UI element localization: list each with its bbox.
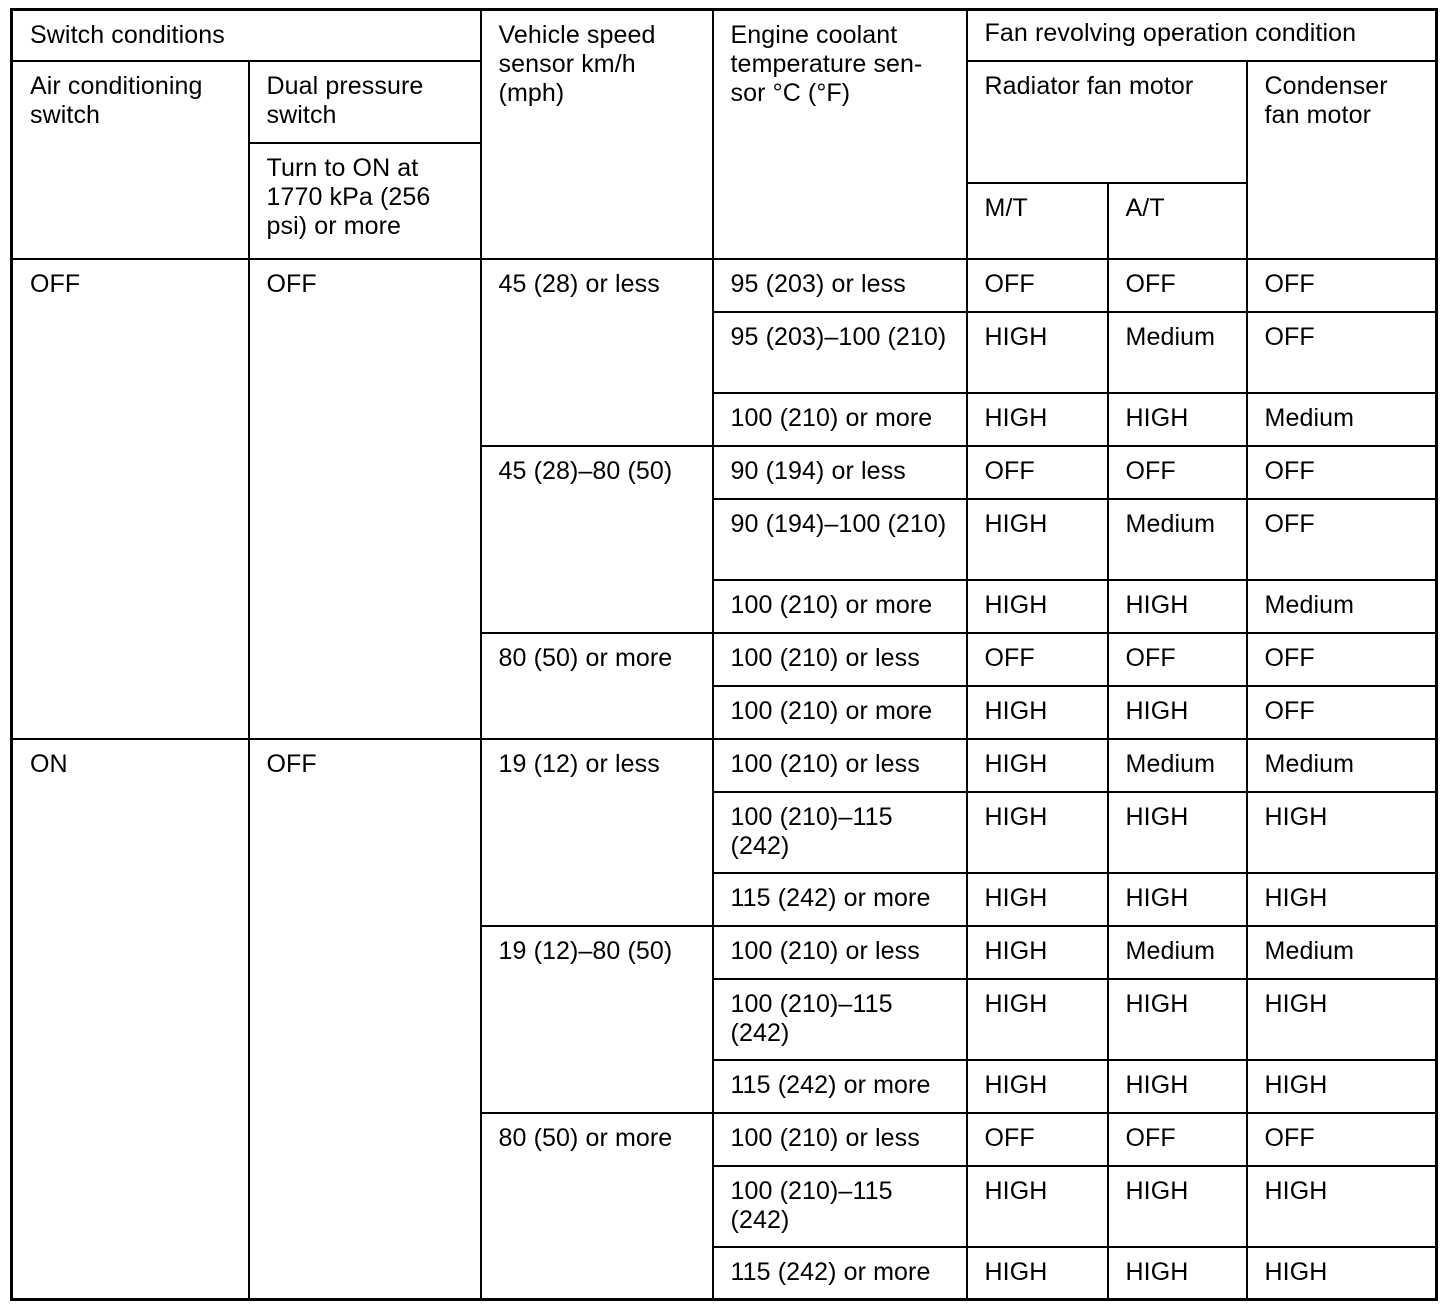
radiator-mt-cell: HIGH [967, 1060, 1108, 1113]
radiator-mt-cell: HIGH [967, 686, 1108, 739]
table-row [12, 739, 1437, 792]
condenser-fan-cell: HIGH [1247, 1247, 1437, 1300]
dual-pressure-cell: OFF [249, 739, 481, 1300]
radiator-at-cell: OFF [1108, 259, 1247, 312]
radiator-at-cell: OFF [1108, 446, 1247, 499]
coolant-temp-cell: 100 (210) or less [713, 1113, 967, 1166]
ac-switch-cell: ON [12, 739, 249, 1300]
coolant-temp-cell: 100 (210) or less [713, 633, 967, 686]
radiator-at-cell: HIGH [1108, 1247, 1247, 1300]
dual-pressure-cell: OFF [249, 259, 481, 739]
radiator-mt-cell: HIGH [967, 1247, 1108, 1300]
radiator-mt-cell: HIGH [967, 926, 1108, 979]
condenser-fan-cell: HIGH [1247, 979, 1437, 1060]
condenser-fan-cell: Medium [1247, 393, 1437, 446]
coolant-temp-cell: 100 (210)–115 (242) [713, 979, 967, 1060]
radiator-mt-cell: HIGH [967, 792, 1108, 873]
radiator-mt-cell: HIGH [967, 1166, 1108, 1247]
coolant-temp-cell: 100 (210) or more [713, 686, 967, 739]
radiator-mt-cell: HIGH [967, 393, 1108, 446]
header-at: A/T [1108, 183, 1247, 259]
radiator-mt-cell: OFF [967, 446, 1108, 499]
ac-switch-cell: OFF [12, 259, 249, 739]
radiator-at-cell: OFF [1108, 1113, 1247, 1166]
radiator-at-cell: Medium [1108, 739, 1247, 792]
vehicle-speed-cell: 80 (50) or more [481, 633, 713, 739]
header-radiator-fan-motor: Radiator fan motor [967, 61, 1247, 183]
condenser-fan-cell: HIGH [1247, 1060, 1437, 1113]
radiator-mt-cell: HIGH [967, 739, 1108, 792]
header-condenser-fan-motor: Condenser fan motor [1247, 61, 1437, 259]
header-air-conditioning-switch: Air conditioning switch [12, 61, 249, 259]
radiator-mt-cell: OFF [967, 1113, 1108, 1166]
radiator-mt-cell: HIGH [967, 979, 1108, 1060]
condenser-fan-cell: Medium [1247, 739, 1437, 792]
vehicle-speed-cell: 45 (28)–80 (50) [481, 446, 713, 633]
radiator-mt-cell: HIGH [967, 499, 1108, 580]
condenser-fan-cell: Medium [1247, 580, 1437, 633]
condenser-fan-cell: OFF [1247, 1113, 1437, 1166]
coolant-temp-cell: 95 (203) or less [713, 259, 967, 312]
radiator-mt-cell: HIGH [967, 580, 1108, 633]
coolant-temp-cell: 115 (242) or more [713, 873, 967, 926]
radiator-at-cell: HIGH [1108, 580, 1247, 633]
radiator-at-cell: HIGH [1108, 792, 1247, 873]
header-mt: M/T [967, 183, 1108, 259]
condenser-fan-cell: OFF [1247, 259, 1437, 312]
coolant-temp-cell: 115 (242) or more [713, 1247, 967, 1300]
vehicle-speed-cell: 19 (12)–80 (50) [481, 926, 713, 1113]
coolant-temp-cell: 95 (203)–100 (210) [713, 312, 967, 393]
header-vehicle-speed-sensor: Vehicle speed sensor km/h (mph) [481, 10, 713, 259]
header-fan-operation: Fan revolving operation condition [967, 10, 1437, 61]
radiator-at-cell: HIGH [1108, 686, 1247, 739]
radiator-mt-cell: OFF [967, 633, 1108, 686]
radiator-at-cell: HIGH [1108, 393, 1247, 446]
condenser-fan-cell: HIGH [1247, 1166, 1437, 1247]
condenser-fan-cell: OFF [1247, 499, 1437, 580]
coolant-temp-cell: 100 (210) or more [713, 393, 967, 446]
radiator-mt-cell: HIGH [967, 873, 1108, 926]
condenser-fan-cell: OFF [1247, 446, 1437, 499]
condenser-fan-cell: OFF [1247, 312, 1437, 393]
condenser-fan-cell: Medium [1247, 926, 1437, 979]
condenser-fan-cell: HIGH [1247, 873, 1437, 926]
radiator-at-cell: HIGH [1108, 979, 1247, 1060]
coolant-temp-cell: 100 (210)–115 (242) [713, 792, 967, 873]
fan-operation-table [10, 8, 1438, 1301]
radiator-at-cell: HIGH [1108, 1060, 1247, 1113]
condenser-fan-cell: HIGH [1247, 792, 1437, 873]
radiator-at-cell: HIGH [1108, 1166, 1247, 1247]
header-dual-pressure-switch: Dual pressure switch [249, 61, 481, 143]
condenser-fan-cell: OFF [1247, 686, 1437, 739]
radiator-at-cell: Medium [1108, 312, 1247, 393]
radiator-at-cell: OFF [1108, 633, 1247, 686]
coolant-temp-cell: 100 (210) or more [713, 580, 967, 633]
radiator-at-cell: HIGH [1108, 873, 1247, 926]
header-engine-coolant-sensor: Engine coolant temperature sen-sor °C (°F) [713, 10, 967, 259]
vehicle-speed-cell: 80 (50) or more [481, 1113, 713, 1300]
radiator-at-cell: Medium [1108, 499, 1247, 580]
header-dual-pressure-condition: Turn to ON at 1770 kPa (256 psi) or more [249, 143, 481, 259]
table-row [12, 259, 1437, 312]
radiator-mt-cell: OFF [967, 259, 1108, 312]
coolant-temp-cell: 90 (194)–100 (210) [713, 499, 967, 580]
coolant-temp-cell: 100 (210)–115 (242) [713, 1166, 967, 1247]
vehicle-speed-cell: 45 (28) or less [481, 259, 713, 446]
vehicle-speed-cell: 19 (12) or less [481, 739, 713, 926]
radiator-mt-cell: HIGH [967, 312, 1108, 393]
radiator-at-cell: Medium [1108, 926, 1247, 979]
coolant-temp-cell: 115 (242) or more [713, 1060, 967, 1113]
header-switch-conditions: Switch conditions [12, 10, 481, 61]
coolant-temp-cell: 90 (194) or less [713, 446, 967, 499]
condenser-fan-cell: OFF [1247, 633, 1437, 686]
coolant-temp-cell: 100 (210) or less [713, 926, 967, 979]
coolant-temp-cell: 100 (210) or less [713, 739, 967, 792]
